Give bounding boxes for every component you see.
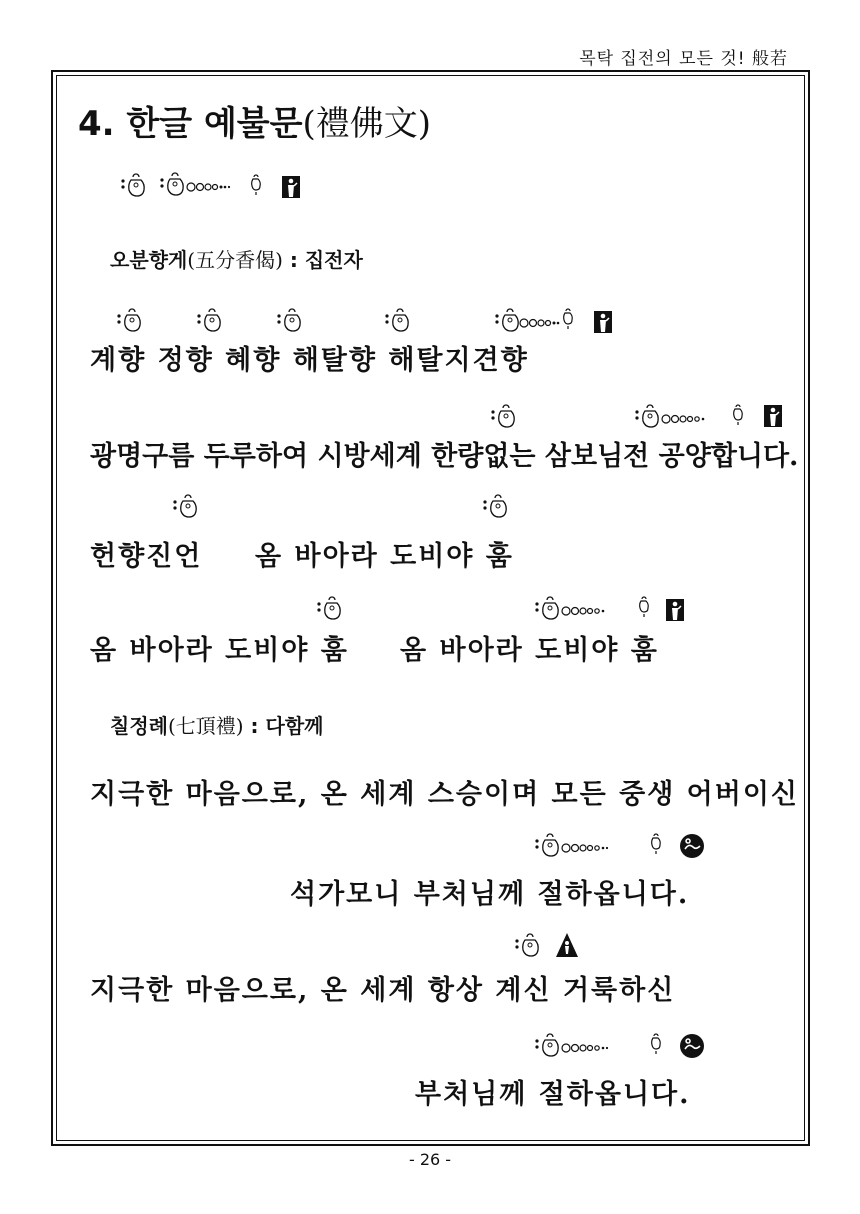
subsection-role: : 집전자 [282,248,363,272]
moktak-strike-icon [196,308,226,334]
chant-line: 지극한 마음으로, 온 세계 항상 계신 거룩하신 [90,975,676,1006]
hapjang-bow-icon [666,599,686,623]
subsection-hanja: (五分香偈) [187,248,283,272]
chant-line: 지극한 마음으로, 온 세계 스승이며 모든 중생 어버이신 [90,779,800,810]
moktak-roll-icon [500,308,582,334]
chant-line: 부처님께 절하옵니다. [415,1079,691,1110]
moktak-strike-icon [384,308,414,334]
heading-title: 한글 예불문 [126,104,303,144]
chant-line: 광명구름 두루하여 시방세계 한량없는 삼보님전 공양합니다. [90,441,799,472]
moktak-roll-icon [540,833,670,859]
subsection-title: 칠정례 [110,714,168,738]
hapjang-bow-icon [282,176,302,200]
subsection-hanja: (七頂禮) [167,714,244,738]
moktak-small-icon [250,174,264,198]
moktak-roll-icon [540,596,660,622]
section-heading [78,96,431,145]
hapjang-bow-icon [594,311,614,335]
chant-line: 옴 바아라 도비야 훔 [90,635,349,666]
chant-line: 석가모니 부처님께 절하옵니다. [290,879,690,910]
subsection-title: 오분향게 [110,248,188,272]
heading-hanja: (禮佛文) [302,104,432,144]
moktak-strike-icon [172,494,202,520]
subsection-obunhyang [110,244,363,273]
triangle-bow-icon [556,933,580,959]
chant-line: 옴 바아라 도비야 훔 [255,541,514,572]
heading-number: 4. [78,104,115,144]
page-number: - 26 - [408,1150,452,1169]
prostration-icon [680,1034,704,1058]
subsection-role: : 다함께 [243,714,324,738]
moktak-strike-icon [276,308,306,334]
running-header: 목탁 집전의 모든 것! 般若 [579,49,788,69]
subsection-chiljeongnye [110,710,323,739]
chant-line: 계향 정향 혜향 해탈향 해탈지견향 [90,345,529,376]
chant-line: 옴 바아라 도비야 훔 [400,635,659,666]
prostration-icon [680,834,704,858]
moktak-strike-icon [514,933,544,959]
moktak-strike-icon [120,173,150,199]
moktak-strike-icon [482,494,512,520]
chant-line-title: 헌향진언 [90,541,203,572]
moktak-roll-icon [165,172,240,198]
moktak-strike-icon [116,308,146,334]
hapjang-bow-icon [764,405,784,429]
moktak-strike-icon [490,404,520,430]
moktak-roll-icon [540,1033,670,1059]
moktak-roll-icon [640,404,752,430]
moktak-strike-icon [316,596,346,622]
